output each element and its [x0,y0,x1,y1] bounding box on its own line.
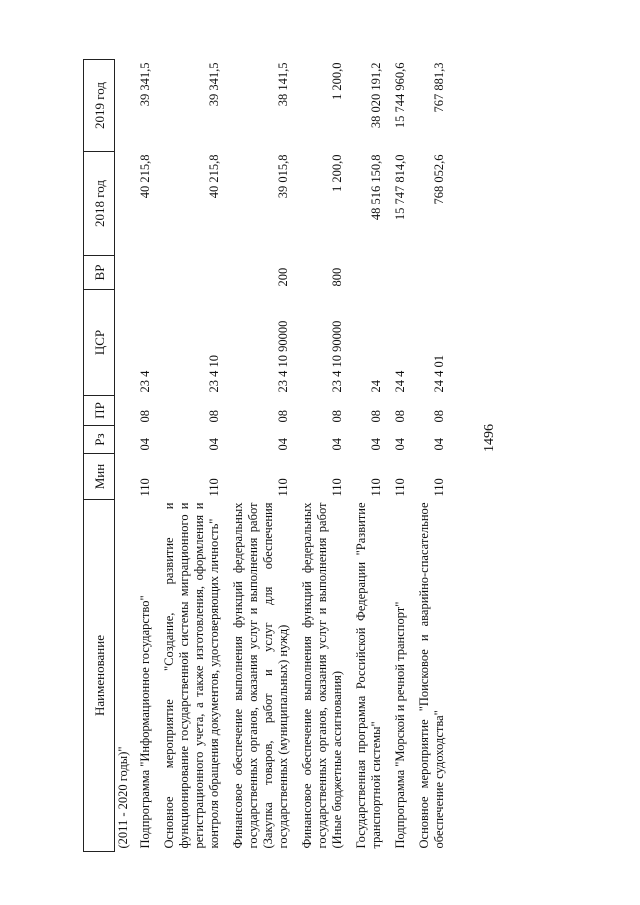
row-2018: 40 215,8 [207,154,221,199]
row-name: Государственная программа Российской Федерации "Развитие транспортной системы" [354,502,383,849]
row-csr: 24 4 01 [432,355,446,393]
row-min: 110 [393,478,407,497]
page-number: 1496 [482,424,497,452]
table-row [156,60,225,852]
row-csr: 24 [369,380,383,393]
row-name: Подпрограмма "Морской и речной транспорт" [393,601,407,849]
row-csr: 23 4 10 90000 [276,320,290,393]
table-row [411,60,450,852]
row-2019: 39 341,5 [207,62,221,107]
budget-table-sheet [83,60,587,852]
continuation-row [115,60,133,852]
header-csr: ЦСР [84,290,115,396]
row-rz: 04 [276,438,290,451]
header-2019: 2019 год [84,60,115,152]
row-csr: 23 4 10 90000 [330,320,344,393]
header-rz: Рз [84,426,115,454]
row-vr [132,256,156,290]
row-2019: 1 200,0 [330,62,344,100]
row-rz: 04 [138,438,152,451]
row-vr: 200 [276,267,290,287]
row-2019: 15 744 960,6 [393,62,407,129]
row-vr [411,256,450,290]
row-min: 110 [330,478,344,497]
row-min: 110 [432,478,446,497]
row-pr: 08 [207,410,221,423]
row-name: Подпрограмма "Информационное государство" [138,595,152,849]
header-min: Мин [84,454,115,500]
header-pr: ПР [84,396,115,426]
row-rz: 04 [393,438,407,451]
row-rz: 04 [330,438,344,451]
row-vr [387,256,411,290]
table-row [387,60,411,852]
row-2018: 39 015,8 [276,154,290,199]
row-pr: 08 [432,410,446,423]
row-2018: 40 215,8 [138,154,152,199]
row-pr: 08 [276,410,290,423]
row-min: 110 [276,478,290,497]
continuation-text: (2011 - 2020 годы)" [116,746,130,849]
row-name: Финансовое обеспечение выполнения функций федеральных государственных органов, оказания услуг и выполнения работ (Иные бюджетные ассигнования) [300,502,344,849]
header-vr: ВР [84,256,115,290]
row-pr: 08 [330,410,344,423]
row-2018: 768 052,6 [432,154,446,205]
row-csr: 24 4 [393,370,407,393]
row-rz: 04 [207,438,221,451]
table-row [132,60,156,852]
row-name: Основное мероприятие "Создание, развитие и функционирование государственной системы миграционного и регистрационного учета, а также изготовления, оформления и контроля обращения документов, удостоверяющих личность" [162,502,221,849]
row-min: 110 [369,478,383,497]
row-min: 110 [207,478,221,497]
budget-table [83,59,450,852]
row-vr [348,256,387,290]
row-2018: 15 747 814,0 [393,154,407,221]
table-row [225,60,294,852]
row-pr: 08 [393,410,407,423]
row-name: Основное мероприятие "Поисковое и аварийно-спасательное обеспечение судоходства" [417,502,446,849]
row-pr: 08 [369,410,383,423]
row-csr: 23 4 10 [207,355,221,393]
table-row [294,60,348,852]
row-vr: 800 [330,267,344,287]
row-rz: 04 [369,438,383,451]
row-pr: 08 [138,410,152,423]
row-2019: 767 881,3 [432,62,446,113]
row-2018: 1 200,0 [330,154,344,192]
header-2018: 2018 год [84,152,115,256]
row-name: Финансовое обеспечение выполнения функций федеральных государственных органов, оказания услуг и выполнения работ (Закупка товаров, работ и услуг для обеспечения государственных (муниципальных) нужд) [231,502,290,849]
row-vr [156,256,225,290]
row-2019: 39 341,5 [138,62,152,107]
row-csr: 23 4 [138,370,152,393]
row-rz: 04 [432,438,446,451]
table-row [348,60,387,852]
table-header-row [84,60,115,852]
header-name: Наименование [84,500,115,852]
row-2018: 48 516 150,8 [369,154,383,221]
row-2019: 38 020 191,2 [369,62,383,129]
row-2019: 38 141,5 [276,62,290,107]
row-min: 110 [138,478,152,497]
